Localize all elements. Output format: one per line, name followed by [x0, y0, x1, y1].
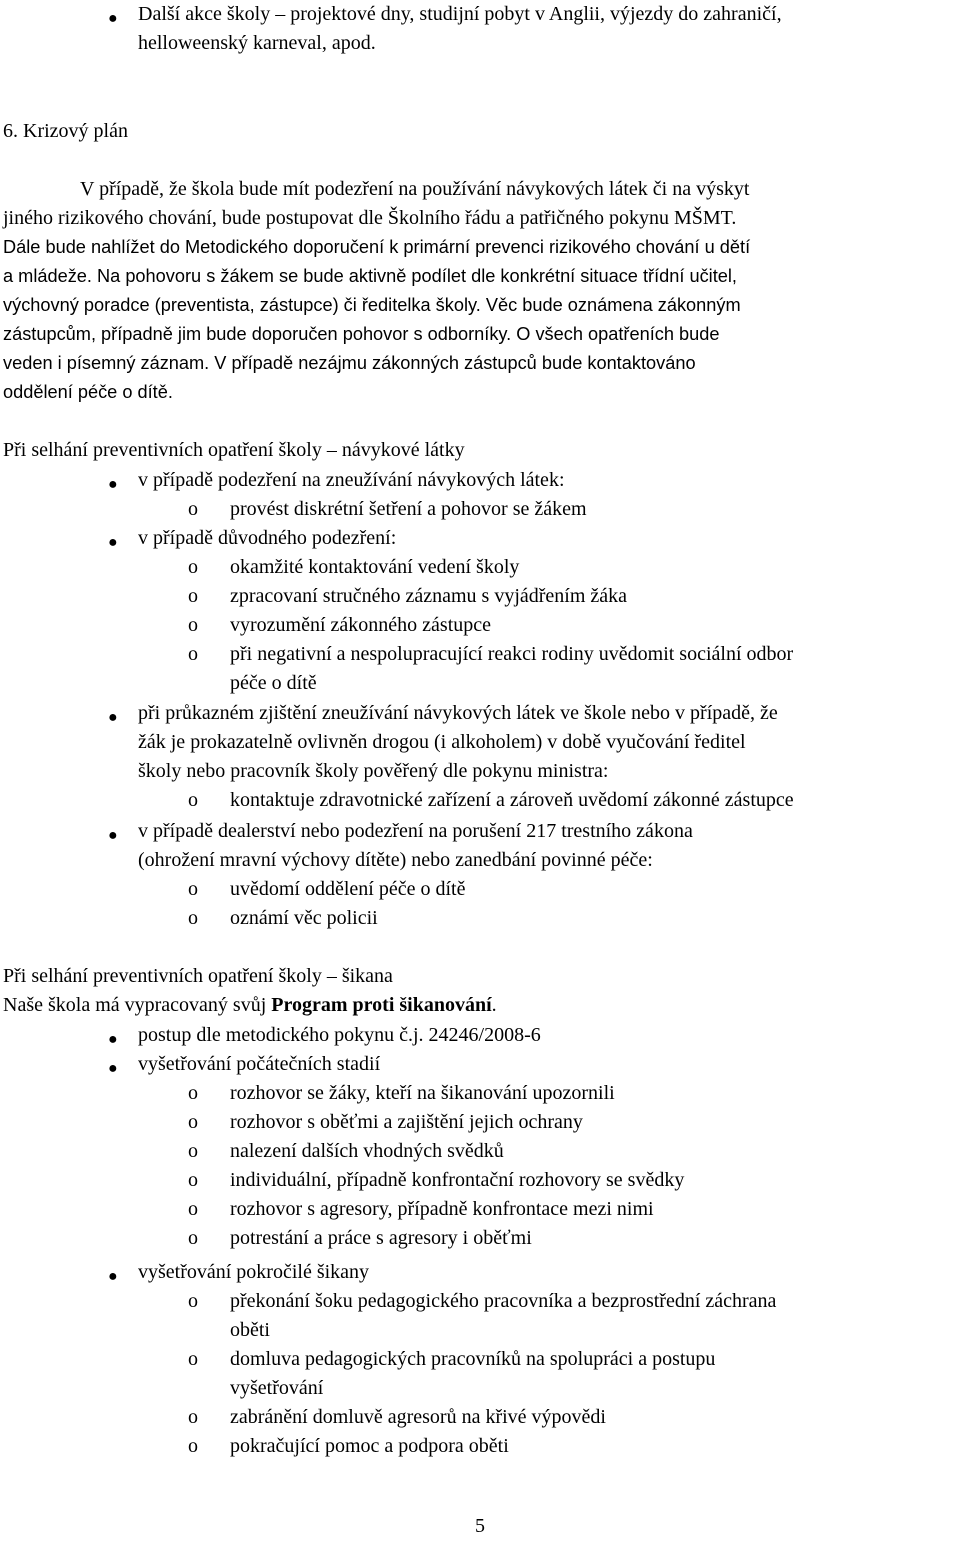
sub-item: uvědomí oddělení péče o dítě	[230, 878, 466, 900]
sub-item: rozhovor s oběťmi a zajištění jejich ochrany	[230, 1111, 583, 1133]
sub-item: oznámí věc policii	[230, 907, 378, 929]
sub-item: vyšetřování	[230, 1377, 324, 1399]
paragraph-line: oddělení péče o dítě.	[3, 382, 173, 402]
bullying-intro	[3, 991, 497, 1020]
drugs-heading: Při selhání preventivních opatření školy – návykové látky	[3, 439, 465, 461]
list-item: žák je prokazatelně ovlivněn drogou (i alkoholem) v době vyučování ředitel	[138, 731, 746, 753]
sub-bullet	[188, 875, 198, 904]
intro-bullet-line: Další akce školy – projektové dny, studijní pobyt v Anglii, výjezdy do zahraničí,	[138, 3, 782, 25]
sub-bullet	[188, 1079, 198, 1108]
sub-item: kontaktuje zdravotnické zařízení a zároveň uvědomí zákonné zástupce	[230, 789, 794, 811]
sub-bullet	[188, 1224, 198, 1253]
sub-bullet	[188, 495, 198, 524]
sub-item: péče o dítě	[230, 672, 317, 694]
bullet	[108, 703, 118, 732]
sub-bullet	[188, 1287, 198, 1316]
list-item: v případě dealerství nebo podezření na porušení 217 trestního zákona	[138, 820, 693, 842]
sub-item: při negativní a nespolupracující reakci rodiny uvědomit sociální odbor	[230, 643, 794, 665]
paragraph-line: Dále bude nahlížet do Metodického doporučení k primární prevenci rizikového chování u dětí	[3, 237, 751, 257]
sub-bullet	[188, 904, 198, 933]
sub-item: rozhovor se žáky, kteří na šikanování upozornili	[230, 1082, 615, 1104]
sub-item: překonání šoku pedagogického pracovníka a bezprostřední záchrana	[230, 1290, 777, 1312]
list-item: vyšetřování pokročilé šikany	[138, 1261, 370, 1283]
paragraph-line: zástupcům, případně jim bude doporučen pohovor s odborníky. O všech opatřeních bude	[3, 324, 720, 344]
bullet	[108, 1025, 118, 1054]
list-item: při průkazném zjištění zneužívání návykových látek ve škole nebo v případě, že	[138, 702, 778, 724]
sub-bullet	[188, 1137, 198, 1166]
sub-item: provést diskrétní šetření a pohovor se žákem	[230, 498, 587, 520]
bullet	[108, 528, 118, 557]
sub-bullet	[188, 611, 198, 640]
sub-bullet	[188, 1345, 198, 1374]
paragraph-line: a mládeže. Na pohovoru s žákem se bude aktivně podílet dle konkrétní situace třídní učitel,	[3, 266, 737, 286]
intro-bullet-line: helloweenský karneval, apod.	[138, 32, 376, 54]
sub-item: zpracovaní stručného záznamu s vyjádřením žáka	[230, 585, 628, 607]
sub-item: potrestání a práce s agresory i oběťmi	[230, 1227, 532, 1249]
sub-bullet	[188, 786, 198, 815]
sub-item: individuální, případně konfrontační rozhovory se svědky	[230, 1169, 685, 1191]
section-heading: 6. Krizový plán	[3, 120, 128, 142]
sub-item: zabránění domluvě agresorů na křivé výpovědi	[230, 1406, 606, 1428]
bullying-intro-end: .	[491, 994, 497, 1016]
sub-item: pokračující pomoc a podpora oběti	[230, 1435, 509, 1457]
program-name: Program proti šikanování	[271, 994, 492, 1016]
paragraph-line: veden i písemný záznam. V případě nezájmu zákonných zástupců bude kontaktováno	[3, 353, 696, 373]
sub-item: domluva pedagogických pracovníků na spolupráci a postupu	[230, 1348, 716, 1370]
sub-bullet	[188, 1403, 198, 1432]
bullet	[108, 1054, 118, 1083]
list-item: školy nebo pracovník školy pověřený dle pokynu ministra:	[138, 760, 609, 782]
sub-item: vyrozumění zákonného zástupce	[230, 614, 492, 636]
sub-item: rozhovor s agresory, případně konfrontace mezi nimi	[230, 1198, 654, 1220]
bullet	[108, 821, 118, 850]
sub-bullet	[188, 1108, 198, 1137]
bullet	[108, 1262, 118, 1291]
sub-bullet	[188, 1195, 198, 1224]
list-item: (ohrožení mravní výchovy dítěte) nebo zanedbání povinné péče:	[138, 849, 653, 871]
paragraph-line: jiného rizikového chování, bude postupovat dle Školního řádu a patřičného pokynu MŠMT.	[3, 207, 737, 229]
sub-item: oběti	[230, 1319, 270, 1341]
list-item: vyšetřování počátečních stadií	[138, 1053, 381, 1075]
list-item: v případě podezření na zneužívání návykových látek:	[138, 469, 565, 491]
bullet	[108, 4, 118, 33]
sub-item: nalezení dalších vhodných svědků	[230, 1140, 504, 1162]
paragraph-line: výchovný poradce (preventista, zástupce) či ředitelka školy. Věc bude oznámena zákonným	[3, 295, 741, 315]
sub-bullet	[188, 582, 198, 611]
bullying-intro-text: Naše škola má vypracovaný svůj	[3, 994, 272, 1016]
sub-bullet	[188, 553, 198, 582]
list-item: v případě důvodného podezření:	[138, 527, 397, 549]
sub-bullet	[188, 1166, 198, 1195]
list-item: postup dle metodického pokynu č.j. 24246/2008-6	[138, 1024, 541, 1046]
sub-bullet	[188, 640, 198, 669]
page-number: 5	[475, 1515, 485, 1537]
sub-bullet	[188, 1432, 198, 1461]
paragraph-line: V případě, že škola bude mít podezření na používání návykových látek či na výskyt	[80, 178, 750, 200]
sub-item: okamžité kontaktování vedení školy	[230, 556, 520, 578]
bullying-heading: Při selhání preventivních opatření školy – šikana	[3, 965, 393, 987]
bullet	[108, 470, 118, 499]
